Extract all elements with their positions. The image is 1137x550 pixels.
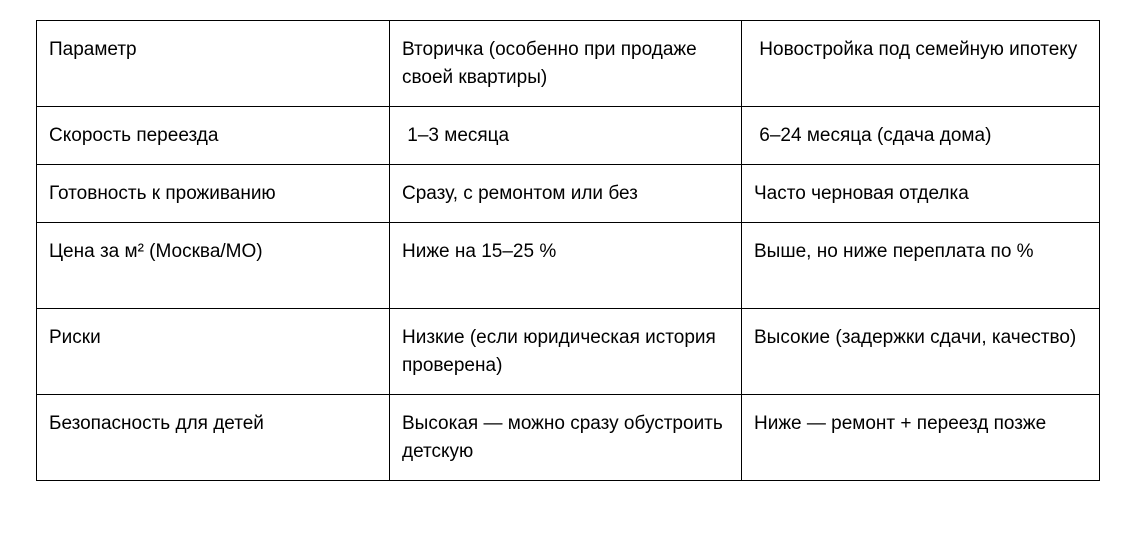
table-cell: Цена за м² (Москва/МО) — [37, 223, 390, 309]
table-header-row — [37, 21, 1100, 107]
table-header-cell: Новостройка под семейную ипотеку — [742, 21, 1100, 107]
table-cell: Часто черновая отделка — [742, 165, 1100, 223]
table-cell: Низкие (если юридическая история проверена) — [390, 309, 742, 395]
table-cell: Ниже на 15–25 % — [390, 223, 742, 309]
table-cell: Риски — [37, 309, 390, 395]
table-cell: Выше, но ниже переплата по % — [742, 223, 1100, 309]
table-cell: 1–3 месяца — [390, 107, 742, 165]
table-cell: Скорость переезда — [37, 107, 390, 165]
table-row — [37, 107, 1100, 165]
table-cell: Безопасность для детей — [37, 395, 390, 481]
table-cell: Высокие (задержки сдачи, качество) — [742, 309, 1100, 395]
table-cell: Готовность к проживанию — [37, 165, 390, 223]
comparison-table — [36, 20, 1100, 481]
table-row — [37, 165, 1100, 223]
table-row — [37, 395, 1100, 481]
table-header-cell: Вторичка (особенно при продаже своей квартиры) — [390, 21, 742, 107]
table-cell: Сразу, с ремонтом или без — [390, 165, 742, 223]
table-cell: Высокая — можно сразу обустроить детскую — [390, 395, 742, 481]
table-cell: 6–24 месяца (сдача дома) — [742, 107, 1100, 165]
table-row — [37, 223, 1100, 309]
table-header-cell: Параметр — [37, 21, 390, 107]
table-row — [37, 309, 1100, 395]
table-cell: Ниже — ремонт + переезд позже — [742, 395, 1100, 481]
